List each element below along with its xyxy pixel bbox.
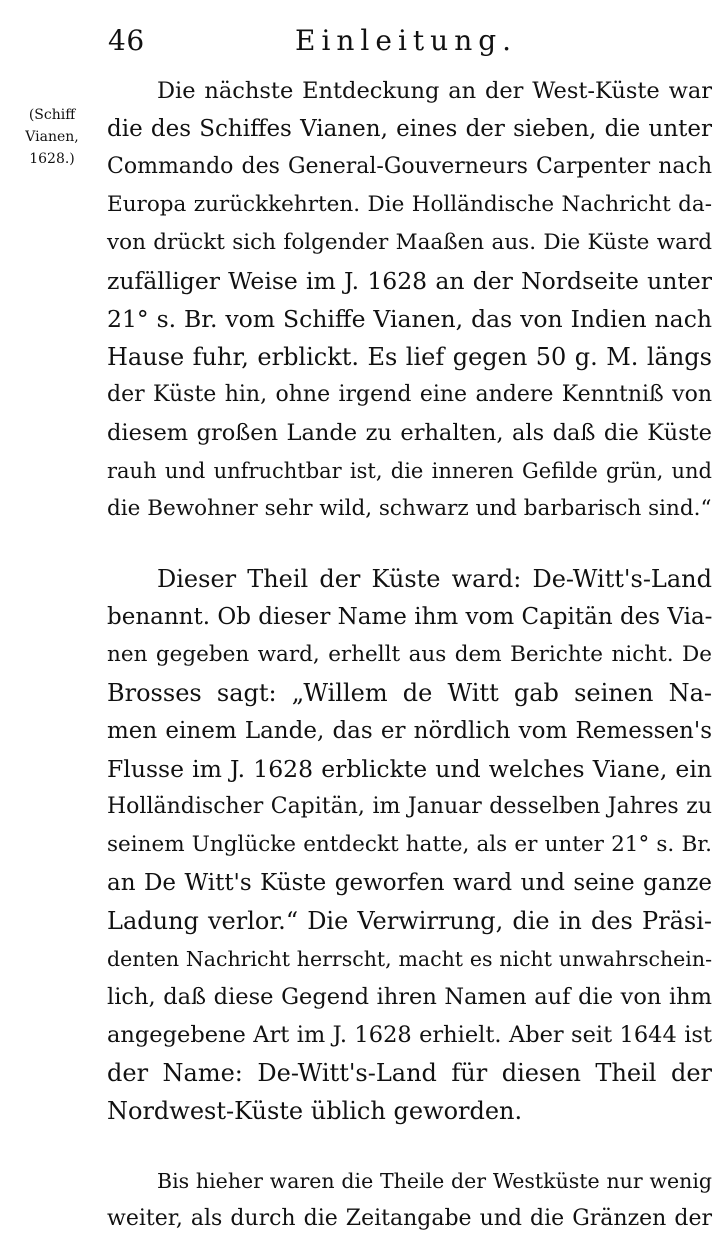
text-line: Flusse im J. 1628 erblickte und welches Viane, ein — [107, 755, 712, 783]
body-text — [107, 72, 712, 1238]
page-header — [0, 18, 725, 58]
text-line: men einem Lande, das er nördlich vom Remessen's — [107, 718, 712, 744]
text-line: zufälliger Weise im J. 1628 an der Nordseite unter — [107, 267, 712, 295]
running-title: Einleitung. — [295, 24, 518, 57]
text-line: der Name: De-Witt's-Land für diesen Theil der — [107, 1059, 712, 1087]
text-line: Nordwest-Küste üblich geworden. — [107, 1097, 523, 1125]
text-line: Ladung verlor.“ Die Verwirrung, die in des Präsi- — [107, 907, 712, 935]
paragraph-gap — [107, 528, 712, 560]
paragraph-2 — [107, 560, 712, 1130]
text-line: die des Schiffes Vianen, eines der sieben, die unter — [107, 116, 712, 142]
margin-note-line: Vianen, — [25, 129, 79, 145]
text-line: weiter, als durch die Zeitangabe und die Gränzen der — [107, 1206, 712, 1231]
text-line: an De Witt's Küste geworfen ward und seine ganze — [107, 870, 712, 896]
text-line: angegebene Art im J. 1628 erhielt. Aber seit 1644 ist — [107, 1022, 712, 1048]
text-line: Brosses sagt: „Willem de Witt gab seinen Na- — [107, 679, 712, 707]
text-line: benannt. Ob dieser Name ihm vom Capitän des Via- — [107, 604, 713, 630]
margin-note-line: 1628.) — [29, 151, 75, 167]
text-line: rauh und unfruchtbar ist, die inneren Gefilde grün, und — [107, 459, 712, 483]
text-line: nen gegeben ward, erhellt aus dem Berichte nicht. De — [107, 642, 712, 667]
text-line: Europa zurückkehrten. Die Holländische Nachricht da- — [107, 192, 712, 217]
text-line: von drückt sich folgender Maaßen aus. Die Küste ward — [107, 230, 712, 255]
text-line: die Bewohner sehr wild, schwarz und barbarisch sind.“ — [107, 496, 712, 521]
text-line: lich, daß diese Gegend ihren Namen auf die von ihm — [107, 984, 712, 1010]
text-line: Holländischer Capitän, im Januar desselben Jahres zu — [107, 794, 712, 819]
paragraph-1 — [107, 72, 712, 528]
margin-note — [4, 104, 100, 170]
text-line: Dieser Theil der Küste ward: De-Witt's-Land — [157, 565, 712, 593]
paragraph-gap — [107, 1130, 712, 1162]
text-line: Die nächste Entdeckung an der West-Küste war — [157, 78, 712, 104]
text-line: 21° s. Br. vom Schiffe Vianen, das von Indien nach — [107, 305, 712, 333]
text-line: Bis hieher waren die Theile der Westküste nur wenig — [157, 1169, 712, 1193]
text-line: seinem Unglücke entdeckt hatte, als er unter 21° s. Br. — [107, 832, 712, 857]
text-line: Hause fuhr, erblickt. Es lief gegen 50 g. M. längs — [107, 343, 712, 371]
paragraph-3 — [107, 1162, 712, 1238]
text-line: der Küste hin, ohne irgend eine andere Kenntniß von — [107, 382, 712, 407]
text-line: denten Nachricht herrscht, macht es nicht unwahrschein- — [107, 947, 712, 971]
text-line: Commando des General-Gouverneurs Carpenter nach — [107, 154, 712, 179]
page-number: 46 — [108, 24, 145, 57]
text-line: diesem großen Lande zu erhalten, als daß die Küste — [107, 420, 712, 446]
margin-note-line: (Schiff — [28, 107, 76, 123]
